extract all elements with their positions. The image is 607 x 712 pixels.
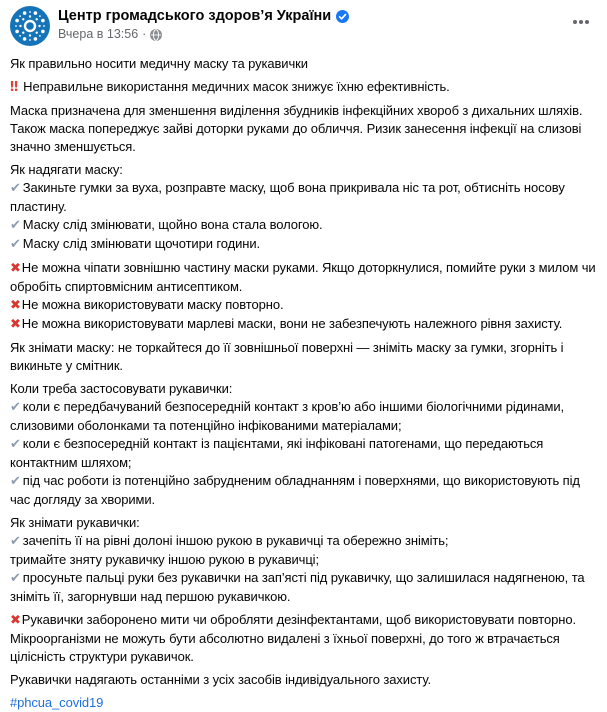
post-text: Як надягати маску: [10,162,123,177]
post-text: коли є передбачуваний безпосередній контакт з кров’ю або іншими біологічними рідинами, слизовими оболонками та потенційно інфікованими матеріалами; [10,399,565,433]
post-line [10,161,597,179]
post-line [10,259,597,296]
post-line [10,179,597,216]
post-line [10,315,597,334]
check-mark-icon: ✔ [10,181,21,196]
post-text: коли є безпосередній контакт із пацієнтами, які інфіковані патогенами, що передаються контактним шляхом; [10,436,544,470]
post-text: тримайте зняту рукавичку іншою рукою в рукавичці; [10,552,319,567]
post-text: Як правильно носити медичну маску та рукавички [10,56,308,71]
post-paragraph [10,671,597,689]
post-line [10,514,597,532]
cross-mark-icon: ✖ [10,298,21,313]
post-text: Не можна використовувати марлеві маски, вони не забезпечують належного рівня захисту. [21,316,563,331]
post-text: Як знімати рукавички: [10,515,140,530]
post-text: Не можна використовувати маску повторно. [21,297,284,312]
post-text: Неправильне використання медичних масок знижує їхню ефективність. [23,79,450,94]
post-line [10,55,597,73]
hashtag-link[interactable]: #phcua_covid19 [10,695,104,710]
post-meta [58,6,349,43]
post-line [10,611,597,666]
cross-mark-icon: ✖ [10,317,21,332]
post-line [10,380,597,398]
check-mark-icon: ✔ [10,218,21,233]
post-paragraph [10,514,597,606]
post-paragraph [10,161,597,254]
post-line [10,102,597,156]
post-text: Закиньте гумки за вуха, розправте маску, щоб вона прикривала ніс та рот, обтисніть носову пластину. [10,180,565,214]
post-text: Маску слід змінювати, щойно вона стала вологою. [22,217,323,232]
post-line [10,398,597,435]
verified-badge-icon [336,10,349,23]
post-paragraph [10,55,597,73]
post-paragraph [10,259,597,334]
check-mark-icon: ✔ [10,237,21,252]
timestamp-separator: · [142,27,147,41]
post-timestamp[interactable]: Вчера в 13:56 [58,27,139,41]
post-paragraphs [10,55,597,689]
post-paragraph [10,78,597,97]
post-line [10,532,597,551]
phc-logo-icon [10,6,50,46]
check-mark-icon: ✔ [10,474,21,489]
check-mark-icon: ✔ [10,400,21,415]
post-paragraph [10,380,597,509]
post-paragraph [10,611,597,666]
post-text: Коли треба застосовувати рукавички: [10,381,233,396]
post-line [10,78,597,97]
post-text: Не можна чіпати зовнішню частину маски руками. Якщо доторкнулися, помийте руки з милом чи обробіть спиртовмісним антисептиком. [10,260,596,294]
check-mark-icon: ✔ [10,571,21,586]
post-line [10,551,597,569]
post-text: Рукавички заборонено мити чи обробляти дезінфектантами, щоб використовувати повторно. Мікроорганізми не можуть бути абсолютно видалені з їхньої поверхні, до того ж втрачається цілісність структури рукавичок. [10,612,576,664]
post-paragraph [10,102,597,156]
post-paragraph [10,694,597,712]
post-line [10,472,597,509]
post-header [0,0,607,48]
more-options-button[interactable] [569,12,593,32]
post-line [10,216,597,235]
post-text: Маска призначена для зменшення виділення збудників інфекційних хвороб з дихальних шляхів. Також маска попереджує зайві доторки руками до обличчя. Ризик занесення інфекції на слизові значно зменшується. [10,103,583,154]
post-text: Як знімати маску: не торкайтеся до її зовнішньої поверхні — зніміть маску за гумки, згорніть і викиньте у смітник. [10,340,564,373]
post-body [0,48,607,712]
post-text: під час роботи із потенційно забрудненим обладнанням і поверхнями, що використовують під час догляду за хворими. [10,473,580,507]
cross-mark-icon: ✖ [10,261,21,276]
post-line [10,339,597,375]
post-line [10,296,597,315]
post-line [10,235,597,254]
page-avatar[interactable] [10,6,50,46]
privacy-public-globe-icon [150,29,162,41]
post-line [10,569,597,606]
cross-mark-icon: ✖ [10,613,21,628]
page-name-link[interactable]: Центр громадського здоров’я України [58,8,332,24]
post-paragraph [10,339,597,375]
post-text: зачепіть її на рівні долоні іншою рукою в рукавичці та обережно зніміть; [22,533,449,548]
ellipsis-icon [571,12,591,32]
check-mark-icon: ✔ [10,534,21,549]
post-line [10,435,597,472]
post-text: Рукавички надягають останніми з усіх засобів індивідуального захисту. [10,672,431,687]
post-text: Маску слід змінювати щочотири години. [22,236,260,251]
post-line [10,671,597,689]
double-exclamation-icon: ‼ [10,80,19,95]
post-text: просуньте пальці руки без рукавички на зап’ясті під рукавичку, що залишилася надягненою, та зніміть її, загорнувши над першою рукавичкою. [10,570,585,604]
check-mark-icon: ✔ [10,437,21,452]
